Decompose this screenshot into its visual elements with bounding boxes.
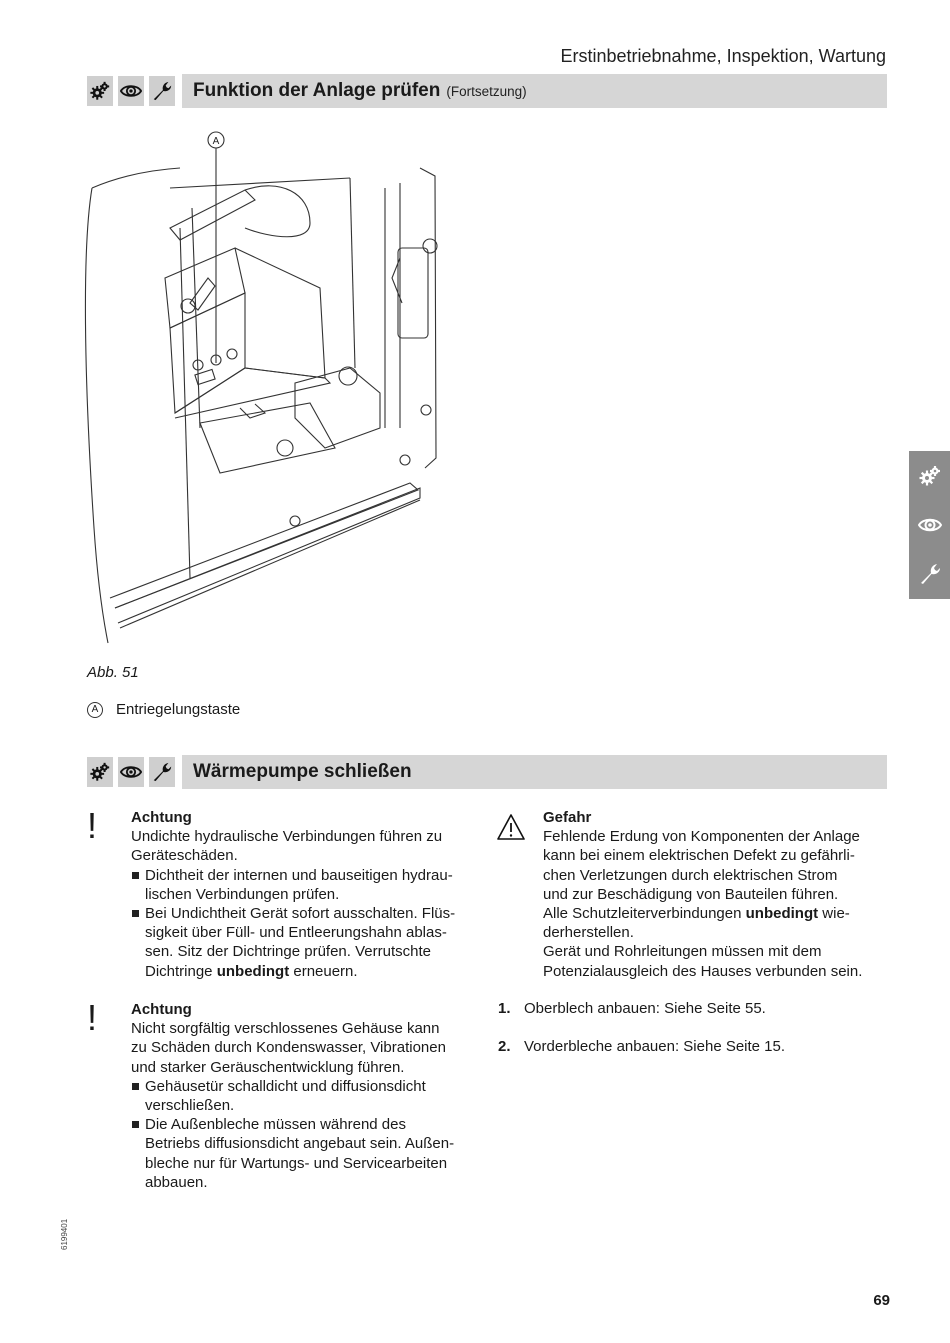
- caution-label: Achtung: [131, 809, 192, 826]
- danger-text-line-emph: Alle Schutzleiterverbindungen unbedingt wie-: [543, 905, 850, 923]
- danger-text-line: Fehlende Erdung von Komponenten der Anlage: [543, 828, 860, 846]
- bullet-line: Dichtheit der internen und bauseitigen hydrau-: [145, 866, 453, 884]
- bullet-line: bleche nur für Wartungs- und Servicearbeiten: [145, 1154, 448, 1172]
- bullet-line: verschließen.: [145, 1097, 235, 1115]
- side-tab: [909, 451, 950, 599]
- section-title-bar: [182, 755, 887, 789]
- caution-block-1: [131, 808, 481, 981]
- bullet-line: sigkeit über Füll- und Entleerungshahn ablas-: [145, 924, 447, 942]
- wrench-icon: [918, 562, 942, 586]
- figure-legend: [87, 701, 240, 718]
- caution-block-2: [131, 1000, 481, 1192]
- document-number: 6199401: [60, 1218, 69, 1250]
- danger-text-line: Gerät und Rohrleitungen müssen mit dem: [543, 943, 822, 961]
- bullet-line: Die Außenbleche müssen während des: [145, 1116, 406, 1134]
- caution-text-line: Geräteschäden.: [131, 847, 238, 865]
- step-text: Oberblech anbauen: Siehe Seite 55.: [524, 1000, 766, 1017]
- step-2: [498, 1038, 785, 1055]
- danger-label: Gefahr: [543, 809, 592, 826]
- caution-bullet: [131, 1077, 481, 1115]
- caution-text-line: zu Schäden durch Kondenswasser, Vibrationen: [131, 1039, 446, 1057]
- figure-heat-pump-illustration: [80, 128, 450, 658]
- caution-text-line: Undichte hydraulische Verbindungen führen zu: [131, 828, 443, 846]
- caution-text-line: Nicht sorgfältig verschlossenes Gehäuse kann: [131, 1020, 440, 1038]
- caution-bullet: [131, 904, 481, 981]
- bullet-line: abbauen.: [145, 1173, 208, 1191]
- eye-icon: [118, 757, 144, 787]
- section-subtitle: (Fortsetzung): [446, 83, 527, 99]
- step-1: [498, 1000, 766, 1017]
- section-title: Wärmepumpe schließen: [193, 761, 412, 782]
- danger-text-line: und zur Beschädigung von Bauteilen führen.: [543, 885, 839, 903]
- danger-triangle-icon: [496, 813, 526, 841]
- bullet-line-emph: Dichtringe unbedingt erneuern.: [145, 962, 358, 980]
- legend-letter: A: [87, 702, 103, 718]
- gears-icon: [87, 76, 113, 106]
- caution-label: Achtung: [131, 1001, 192, 1018]
- caution-bullet: [131, 866, 481, 904]
- step-number: 2.: [498, 1038, 511, 1055]
- emphasis: unbedingt: [745, 905, 819, 923]
- legend-text: Entriegelungstaste: [116, 701, 241, 718]
- section-heading-close-heat-pump: [87, 755, 887, 789]
- caution-symbol: !: [87, 997, 98, 1038]
- danger-text-line: derherstellen.: [543, 924, 634, 942]
- running-head: Erstinbetriebnahme, Inspektion, Wartung: [560, 46, 886, 66]
- bullet-line: lischen Verbindungen prüfen.: [145, 885, 340, 903]
- danger-text-line: kann bei einem elektrischen Defekt zu gefährli-: [543, 847, 855, 865]
- caution-bullet: [131, 1115, 481, 1192]
- caution-symbol: !: [87, 805, 98, 846]
- wrench-icon: [149, 76, 175, 106]
- eye-icon: [918, 513, 942, 537]
- callout-a-label: A: [212, 136, 220, 147]
- figure-caption: Abb. 51: [87, 664, 139, 681]
- gears-icon: [918, 464, 942, 488]
- wrench-icon: [149, 757, 175, 787]
- eye-icon: [118, 76, 144, 106]
- step-number: 1.: [498, 1000, 511, 1017]
- section-title-bar: [182, 74, 887, 108]
- gears-icon: [87, 757, 113, 787]
- danger-text-line: chen Verletzungen durch elektrischen Strom: [543, 866, 838, 884]
- step-text: Vorderbleche anbauen: Siehe Seite 15.: [524, 1038, 786, 1055]
- emphasis: unbedingt: [216, 962, 290, 980]
- page-number: 69: [873, 1292, 890, 1309]
- section-title: Funktion der Anlage prüfen: [193, 80, 441, 101]
- bullet-line: sen. Sitz der Dichtringe prüfen. Verrutschte: [145, 943, 431, 961]
- caution-text-line: und starker Geräuschentwicklung führen.: [131, 1058, 405, 1076]
- section-heading-function-check: [87, 74, 887, 108]
- danger-block: [543, 808, 893, 981]
- bullet-line: Betriebs diffusionsdicht angebaut sein. Außen-: [145, 1135, 455, 1153]
- danger-text-line: Potenzialausgleich des Hauses verbunden sein.: [543, 962, 863, 980]
- bullet-line: Bei Undichtheit Gerät sofort ausschalten. Flüs-: [145, 905, 456, 923]
- bullet-line: Gehäusetür schalldicht und diffusionsdicht: [145, 1077, 426, 1095]
